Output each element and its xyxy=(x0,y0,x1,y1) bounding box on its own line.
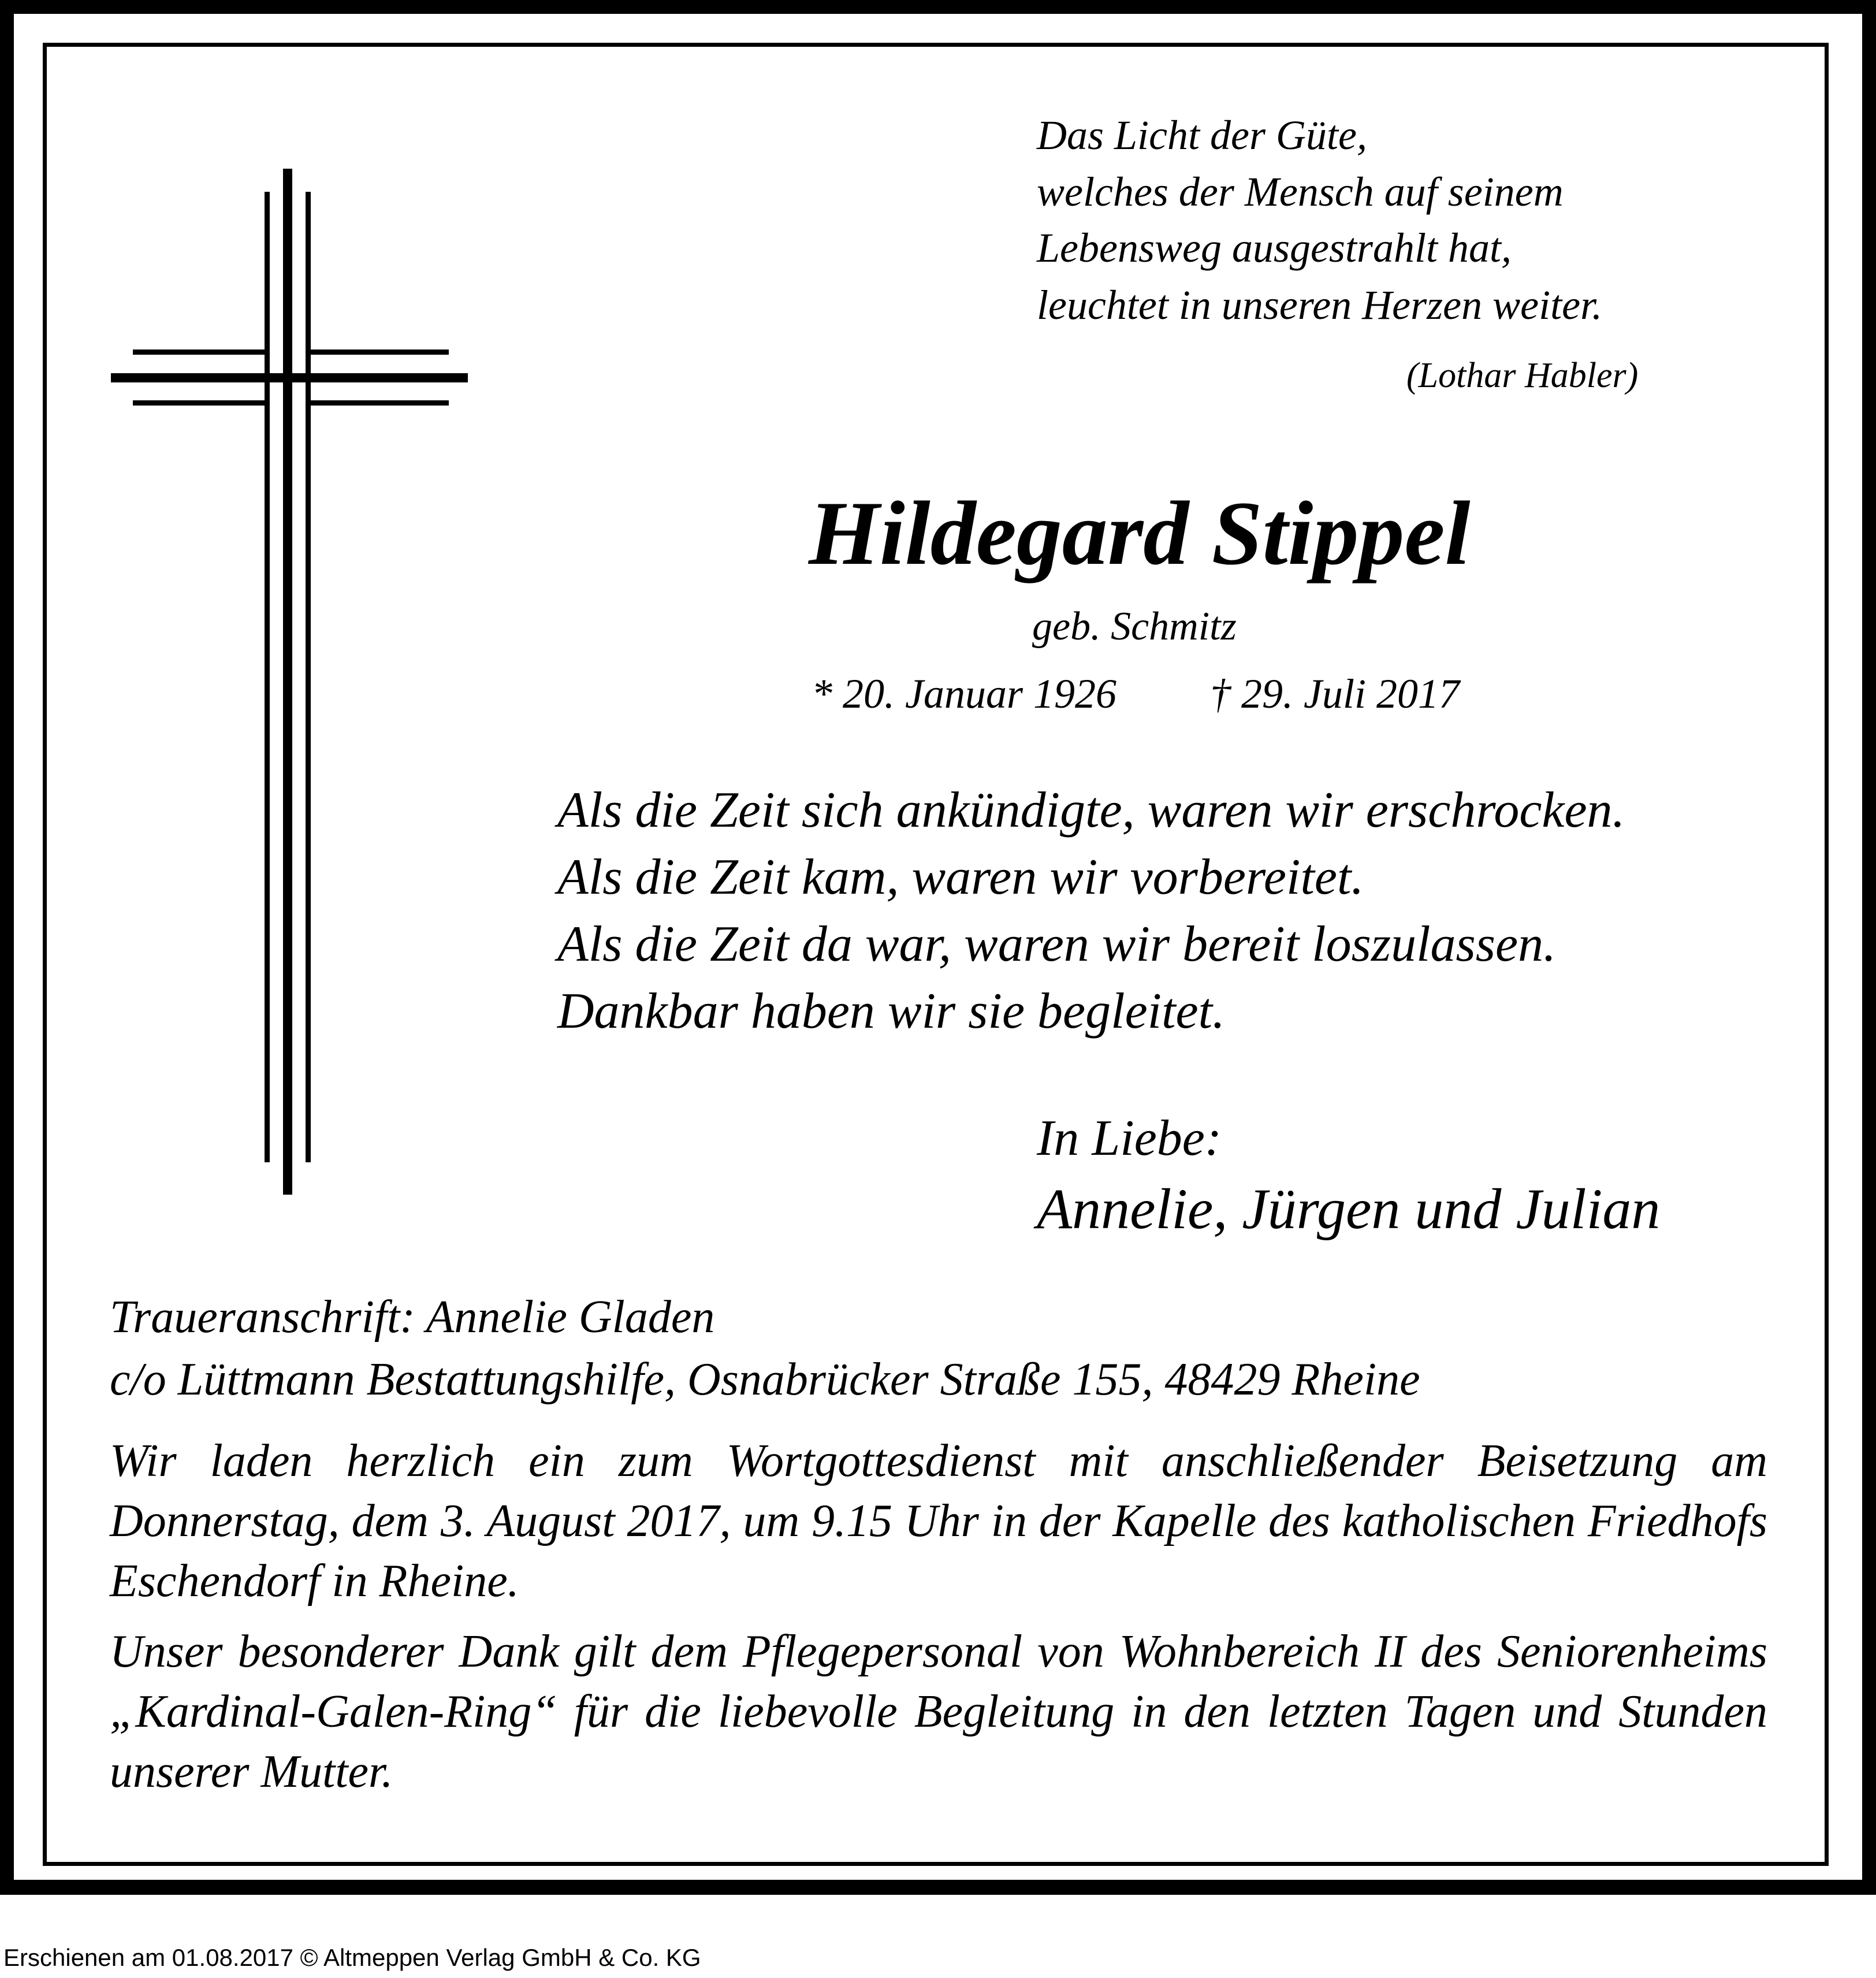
thanks-paragraph: Unser besonderer Dank gilt dem Pflegepersonal von Wohnbereich II des Seniorenheims „Kardinal-Galen-Ring“ für die liebevolle Begleitung in den letzten Tagen und Stunden unserer Mutter. xyxy=(110,1626,1767,1797)
cross-icon xyxy=(104,162,474,1202)
signature-intro: In Liebe: xyxy=(1037,1110,1222,1166)
birth-date: * 20. Januar 1926 xyxy=(812,671,1116,717)
birth-name: geb. Schmitz xyxy=(1032,604,1237,649)
signature-names: Annelie, Jürgen und Julian xyxy=(1037,1177,1661,1241)
address-line-2: c/o Lüttmann Bestattungshilfe, Osnabrücker Straße 155, 48429 Rheine xyxy=(110,1354,1420,1405)
quote-line: welches der Mensch auf seinem xyxy=(1037,169,1564,215)
quote-line: Lebensweg ausgestrahlt hat, xyxy=(1037,225,1512,271)
deceased-name: Hildegard Stippel xyxy=(809,483,1471,584)
service-paragraph: Wir laden herzlich ein zum Wortgottesdienst mit anschließender Beisetzung am Donnerstag, dem 3. August 2017, um 9.15 Uhr in der Kapelle des katholischen Friedhofs Eschendorf in Rheine. xyxy=(110,1436,1767,1607)
quote-author: (Lothar Habler) xyxy=(1406,356,1639,395)
address-line-1: Traueranschrift: Annelie Gladen xyxy=(110,1292,715,1343)
quote-line: leuchtet in unseren Herzen weiter. xyxy=(1037,282,1603,328)
poem-line: Als die Zeit da war, waren wir bereit loszulassen. xyxy=(557,916,1557,972)
quote-line: Das Licht der Güte, xyxy=(1037,112,1367,158)
poem-line: Als die Zeit sich ankündigte, waren wir erschrocken. xyxy=(557,782,1625,838)
poem-line: Dankbar haben wir sie begleitet. xyxy=(557,983,1226,1039)
death-date: † 29. Juli 2017 xyxy=(1210,671,1460,717)
poem-line: Als die Zeit kam, waren wir vorbereitet. xyxy=(557,849,1364,905)
publication-footer: Erschienen am 01.08.2017 © Altmeppen Verlag GmbH & Co. KG xyxy=(3,1944,701,1971)
